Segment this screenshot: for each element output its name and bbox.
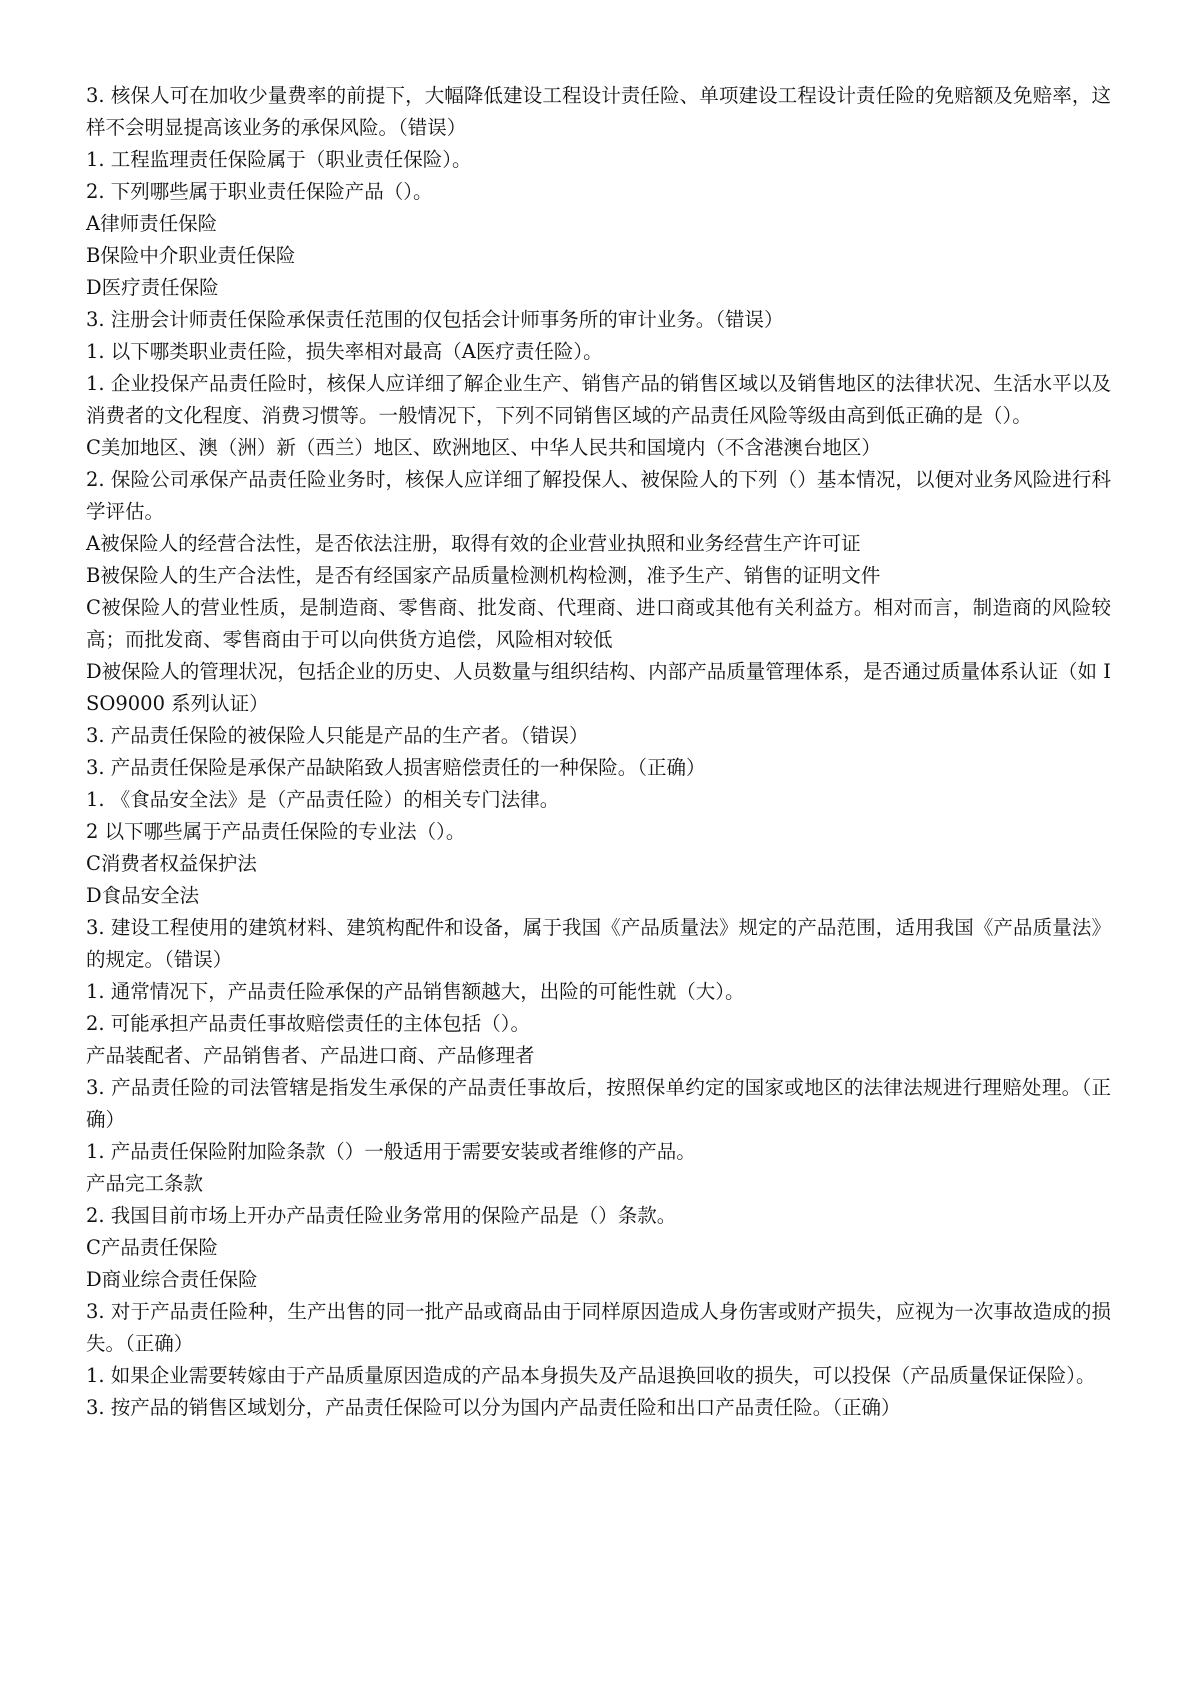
text-line: C美加地区、澳（洲）新（西兰）地区、欧洲地区、中华人民共和国境内（不含港澳台地区）	[86, 436, 881, 459]
text-line: D商业综合责任保险	[86, 1268, 258, 1291]
text-line: D被保险人的管理状况，包括企业的历史、人员数量与组织结构、内部产品质量管理体系，是否通过质量体系认证（如 ISO9000 系列认证）	[86, 660, 1111, 715]
text-line: 2. 下列哪些属于职业责任保险产品（）。	[86, 180, 433, 203]
text-line: C消费者权益保护法	[86, 852, 257, 875]
text-line: 3. 产品责任保险是承保产品缺陷致人损害赔偿责任的一种保险。（正确）	[86, 756, 706, 779]
document-body	[86, 80, 1111, 1424]
text-line: 3. 核保人可在加收少量费率的前提下，大幅降低建设工程设计责任险、单项建设工程设计责任险的免赔额及免赔率，这样不会明显提高该业务的承保风险。（错误）	[86, 84, 1111, 139]
text-line: 1. 《食品安全法》是（产品责任险）的相关专门法律。	[86, 788, 560, 811]
text-line: 1. 以下哪类职业责任险，损失率相对最高（A医疗责任险）。	[86, 340, 603, 363]
text-line: 2. 保险公司承保产品责任险业务时，核保人应详细了解投保人、被保险人的下列（）基本情况，以便对业务风险进行科学评估。	[86, 468, 1111, 523]
text-line: 1. 产品责任保险附加险条款（）一般适用于需要安装或者维修的产品。	[86, 1140, 696, 1163]
text-line: 产品完工条款	[86, 1172, 204, 1195]
text-line: 3. 产品责任保险的被保险人只能是产品的生产者。（错误）	[86, 724, 589, 747]
text-line: D食品安全法	[86, 884, 200, 907]
text-line: 3. 建设工程使用的建筑材料、建筑构配件和设备，属于我国《产品质量法》规定的产品范围，适用我国《产品质量法》的规定。（错误）	[86, 916, 1111, 971]
text-line: A律师责任保险	[86, 212, 218, 235]
text-line: 1. 如果企业需要转嫁由于产品质量原因造成的产品本身损失及产品退换回收的损失，可以投保（产品质量保证保险）。	[86, 1364, 1096, 1387]
text-line: B保险中介职业责任保险	[86, 244, 296, 267]
text-line: B被保险人的生产合法性，是否有经国家产品质量检测机构检测，准予生产、销售的证明文件	[86, 564, 881, 587]
text-line: 3. 注册会计师责任保险承保责任范围的仅包括会计师事务所的审计业务。（错误）	[86, 308, 784, 331]
text-line: 3. 按产品的销售区域划分，产品责任保险可以分为国内产品责任险和出口产品责任险。（正确）	[86, 1396, 901, 1419]
text-line: 2 以下哪些属于产品责任保险的专业法（）。	[86, 820, 466, 843]
text-line: 3. 对于产品责任险种，生产出售的同一批产品或商品由于同样原因造成人身伤害或财产损失，应视为一次事故造成的损失。（正确）	[86, 1300, 1111, 1355]
text-line: 3. 产品责任险的司法管辖是指发生承保的产品责任事故后，按照保单约定的国家或地区的法律法规进行理赔处理。（正确）	[86, 1076, 1111, 1131]
text-line: 产品装配者、产品销售者、产品进口商、产品修理者	[86, 1044, 535, 1067]
text-line: C被保险人的营业性质，是制造商、零售商、批发商、代理商、进口商或其他有关利益方。相对而言，制造商的风险较高；而批发商、零售商由于可以向供货方追偿，风险相对较低	[86, 596, 1111, 651]
text-line: 1. 企业投保产品责任险时，核保人应详细了解企业生产、销售产品的销售区域以及销售地区的法律状况、生活水平以及消费者的文化程度、消费习惯等。一般情况下，下列不同销售区域的产品责任风险等级由高到低正确的是（）。	[86, 372, 1111, 427]
text-line: 1. 通常情况下，产品责任险承保的产品销售额越大，出险的可能性就（大）。	[86, 980, 745, 1003]
text-line: C产品责任保险	[86, 1236, 218, 1259]
text-line: 1. 工程监理责任保险属于（职业责任保险）。	[86, 148, 472, 171]
text-line: 2. 可能承担产品责任事故赔偿责任的主体包括（）。	[86, 1012, 531, 1035]
text-line: A被保险人的经营合法性，是否依法注册，取得有效的企业营业执照和业务经营生产许可证	[86, 532, 861, 555]
text-line: 2. 我国目前市场上开办产品责任险业务常用的保险产品是（）条款。	[86, 1204, 677, 1227]
text-line: D医疗责任保险	[86, 276, 219, 299]
